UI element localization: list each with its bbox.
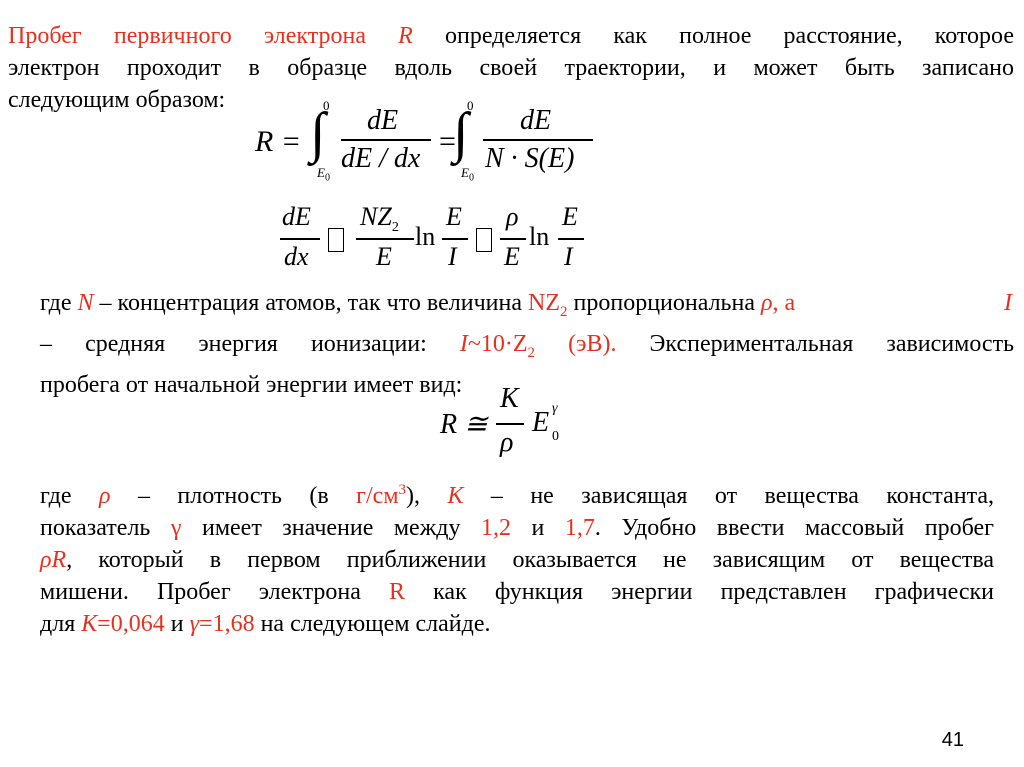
- text-run: пробега от начальной энергии имеет вид:: [40, 371, 463, 398]
- text-run: ρ: [98, 483, 111, 509]
- text-run: (эВ).: [535, 330, 617, 357]
- paragraph-concentration: [40, 287, 1014, 401]
- eq1-denominator-2: N · S(E): [485, 143, 575, 174]
- eq1-equals: =: [439, 125, 456, 158]
- text-run: – плотность (в: [110, 483, 357, 509]
- text-run: NZ: [528, 290, 560, 316]
- eq2-num-c: E: [446, 202, 462, 231]
- integral-sign: ∫: [310, 102, 326, 164]
- text-line: [40, 576, 994, 608]
- eq1-denominator: dE / dx: [341, 143, 421, 174]
- text-run: 1,7: [564, 515, 595, 541]
- fraction-bar: [356, 238, 414, 240]
- text-run: 2: [560, 303, 568, 320]
- paragraph-density: [40, 474, 994, 640]
- text-line: [40, 544, 994, 576]
- text-run: электрон проходит в образце вдоль своей траектории, и может быть записано: [8, 55, 1014, 81]
- text-run: как функция энергии представлен графически: [405, 579, 995, 605]
- text-run: I: [459, 330, 468, 357]
- text-line: [40, 512, 994, 544]
- text-run: γ: [170, 515, 182, 541]
- eq2-den-d: E: [504, 242, 520, 271]
- eq2-den-b: E: [376, 242, 392, 271]
- text-run: =1,68: [199, 611, 255, 637]
- eq2-den-e: I: [564, 242, 573, 271]
- eq2-num-e: E: [562, 202, 578, 231]
- eq2-ln: ln: [415, 222, 436, 251]
- approx-symbol-box: [476, 228, 492, 252]
- text-run: мишени. Пробег электрона: [40, 579, 390, 605]
- text-run: =0,064: [97, 611, 165, 637]
- text-run: г/см: [356, 483, 399, 509]
- text-run: R: [398, 23, 413, 49]
- text-run: , который в первом приближении оказывается не зависящим от вещества: [66, 547, 994, 573]
- text-run: R: [389, 579, 406, 605]
- text-run: где: [40, 290, 78, 316]
- text-run: имеет значение между: [181, 515, 482, 541]
- equation-stopping-power: [280, 200, 600, 280]
- eq3-lhs: R ≅: [440, 409, 488, 440]
- text-run: К: [81, 611, 98, 637]
- text-run: – средняя энергия ионизации:: [40, 330, 460, 357]
- fraction-bar: [496, 423, 524, 425]
- text-run: показатель: [40, 515, 171, 541]
- text-run: ),: [406, 483, 448, 509]
- text-line: [40, 287, 1014, 328]
- text-run: γ: [189, 611, 200, 637]
- fraction-bar: [280, 238, 320, 240]
- eq2-den-c: I: [448, 242, 457, 271]
- eq1-numerator-2: dE: [520, 105, 552, 136]
- eq1-lhs: R =: [255, 125, 302, 158]
- text-line: [8, 52, 1014, 84]
- eq2-den-a: dx: [284, 242, 309, 271]
- eq1-numerator: dE: [367, 105, 399, 136]
- equation-range-power-law: [440, 385, 600, 465]
- integral-upper-limit: 0: [467, 98, 474, 113]
- text-run: , а: [772, 290, 796, 316]
- text-run: 1,2: [481, 515, 512, 541]
- ionization-energy-symbol: I: [1004, 290, 1012, 316]
- text-run: ~10·Z: [467, 330, 528, 357]
- text-run: где: [40, 483, 99, 509]
- text-run: следующим образом:: [8, 87, 226, 113]
- integral-lower-limit: $E_0$: [317, 165, 330, 184]
- integral-lower-limit: $E_0$: [461, 165, 474, 184]
- text-run: пропорциональна: [567, 290, 761, 316]
- text-run: определяется как полное расстояние, которое: [412, 23, 1014, 49]
- text-run: и: [164, 611, 190, 637]
- integral-sign: ∫: [453, 102, 469, 164]
- eq2-num-d: ρ: [506, 202, 519, 231]
- text-run: Пробег первичного электрона: [8, 23, 399, 49]
- eq3-denominator: ρ: [500, 427, 514, 458]
- text-run: – не зависящая от вещества константа,: [463, 483, 994, 509]
- text-run: 3: [398, 482, 407, 498]
- fraction-bar: [442, 238, 468, 240]
- text-run: на следующем слайде.: [254, 611, 491, 637]
- fraction-bar: [558, 238, 584, 240]
- eq2-num-a: dE: [282, 202, 311, 231]
- text-line: [40, 474, 994, 512]
- integral-upper-limit: 0: [323, 98, 330, 113]
- text-run: ρR: [40, 547, 67, 573]
- text-run: и: [511, 515, 565, 541]
- eq2-num-b: $NZ_2$: [360, 202, 399, 236]
- text-run: Экспериментальная зависимость: [616, 330, 1015, 357]
- text-line: [40, 608, 994, 640]
- text-line: [40, 328, 1014, 369]
- page-number: 41: [941, 729, 964, 751]
- text-run: ρ: [761, 290, 773, 316]
- eq3-energy: E: [532, 407, 550, 438]
- fraction-bar: [341, 139, 431, 141]
- eq3-exponent: γ: [552, 401, 558, 416]
- text-line: [8, 20, 1014, 52]
- eq3-numerator: K: [500, 383, 519, 414]
- approx-symbol-box: [328, 228, 344, 252]
- eq2-ln: ln: [529, 222, 550, 251]
- fraction-bar: [500, 238, 526, 240]
- fraction-bar: [483, 139, 593, 141]
- equation-range-integral: [255, 95, 615, 190]
- text-run: для: [40, 611, 82, 637]
- text-run: – концентрация атомов, так что величина: [93, 290, 528, 316]
- text-run: К: [447, 483, 464, 509]
- text-run: N: [77, 290, 94, 316]
- text-run: 2: [527, 344, 536, 361]
- text-run: . Удобно ввести массовый пробег: [594, 515, 995, 541]
- eq3-subscript: 0: [552, 429, 559, 444]
